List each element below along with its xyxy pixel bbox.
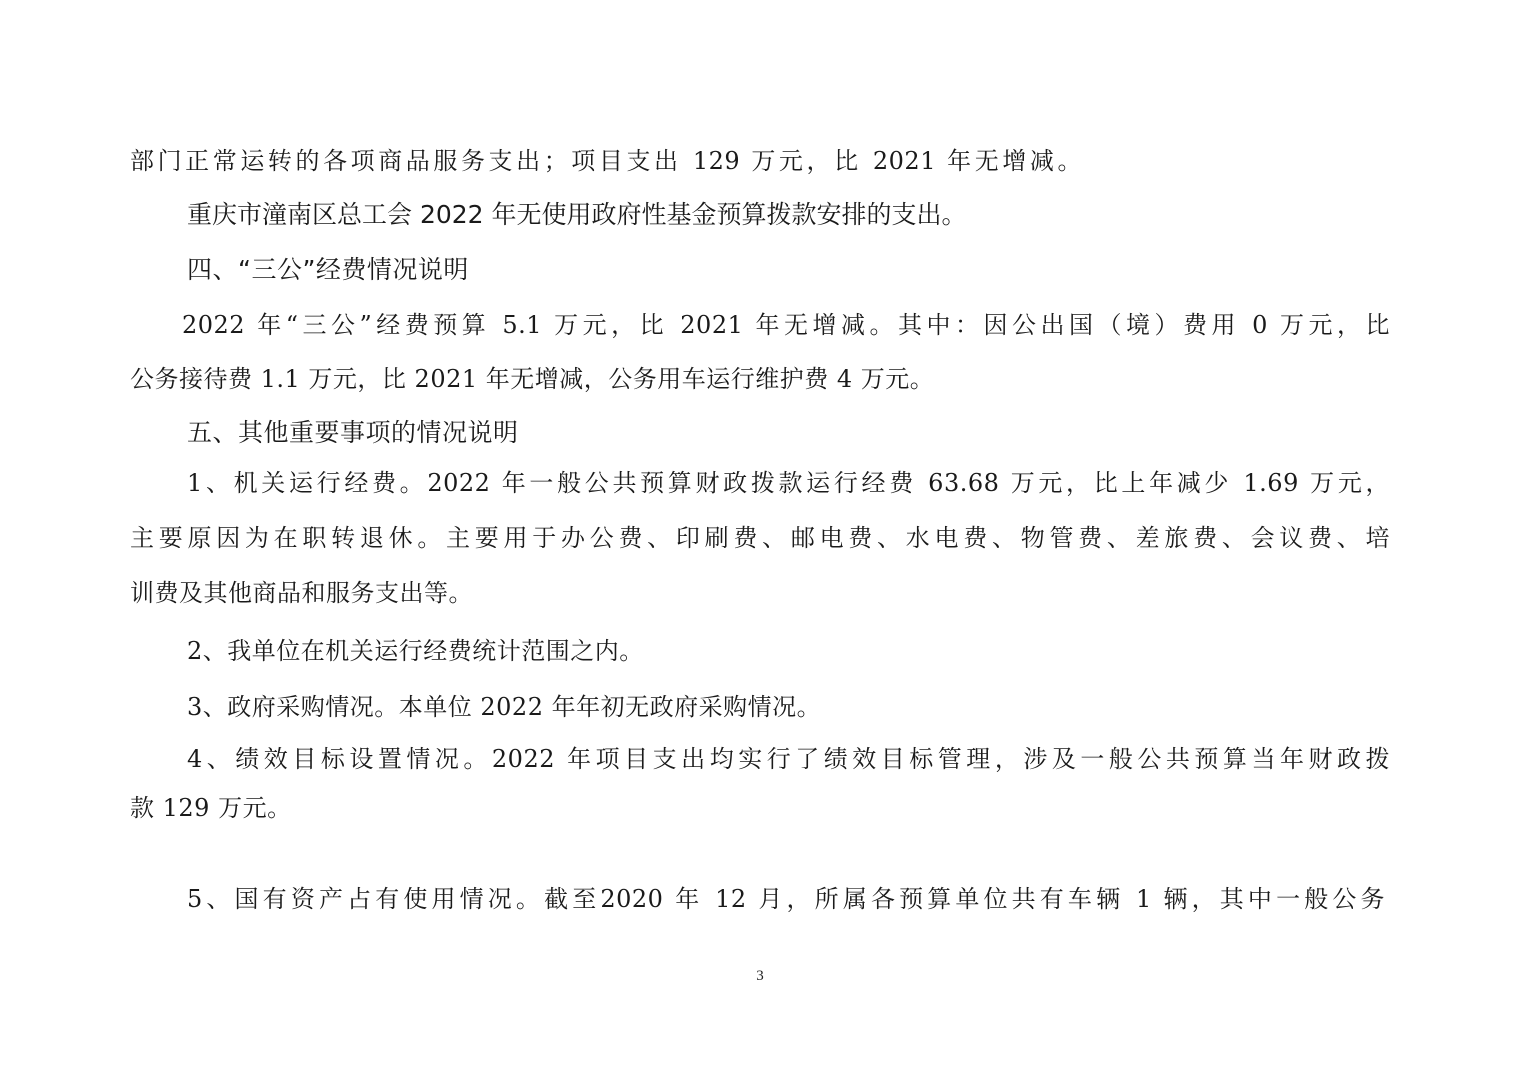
- paragraph-line-procurement: 3、政府采购情况。本单位 2022 年年初无政府采购情况。: [187, 693, 822, 721]
- paragraph-line-statistics-scope: 2、我单位在机关运行经费统计范围之内。: [187, 637, 644, 665]
- section-heading-three-public-expenses: 四、“三公”经费情况说明: [187, 255, 469, 284]
- section-heading-other-matters: 五、其他重要事项的情况说明: [187, 418, 519, 447]
- paragraph-line-fund-budget: 重庆市潼南区总工会 2022 年无使用政府性基金预算拨款安排的支出。: [187, 200, 967, 229]
- paragraph-line-performance-amount: 款 129 万元。: [130, 794, 292, 822]
- paragraph-line-performance-targets: 4、绩效目标设置情况。2022 年项目支出均实行了绩效目标管理，涉及一般公共预算当年财政拨: [187, 745, 1390, 773]
- paragraph-line-three-public-budget: 2022 年“三公”经费预算 5.1 万元，比 2021 年无增减。其中：因公出国（境）费用 0 万元，比: [182, 311, 1390, 339]
- paragraph-line-state-assets: 5、国有资产占有使用情况。截至2020 年 12 月，所属各预算单位共有车辆 1 辆，其中一般公务: [187, 885, 1385, 913]
- paragraph-line-operating-expenses: 1、机关运行经费。2022 年一般公共预算财政拨款运行经费 63.68 万元，比上年减少 1.69 万元，: [187, 469, 1390, 497]
- paragraph-line-operating-reasons: 主要原因为在职转退休。主要用于办公费、印刷费、邮电费、水电费、物管费、差旅费、会议费、培: [130, 524, 1390, 552]
- paragraph-line-training-expenses: 训费及其他商品和服务支出等。: [130, 579, 473, 607]
- paragraph-line-reception-vehicle: 公务接待费 1.1 万元，比 2021 年无增减，公务用车运行维护费 4 万元。: [130, 365, 935, 393]
- paragraph-line-expense-continued: 部门正常运转的各项商品服务支出；项目支出 129 万元，比 2021 年无增减。: [130, 147, 1082, 175]
- page-number: 3: [756, 968, 764, 984]
